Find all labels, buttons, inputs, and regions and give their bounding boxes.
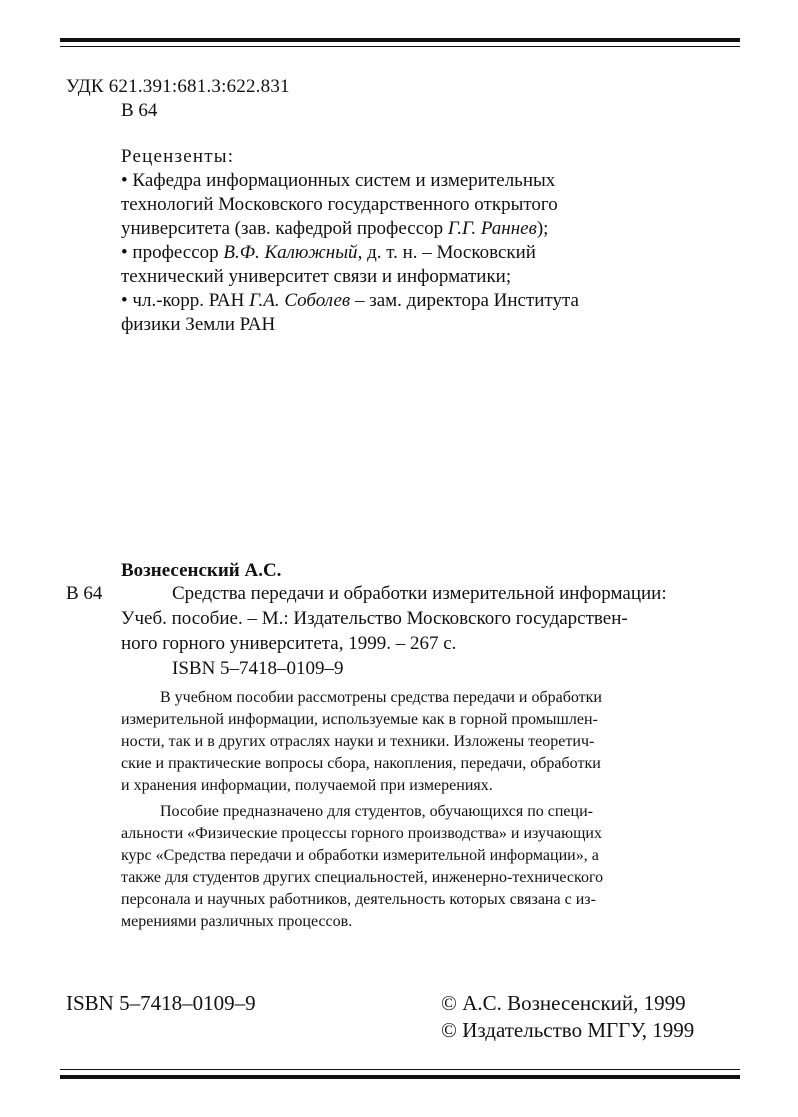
- book-title-line: ного горного университета, 1999. – 267 с.: [121, 633, 457, 654]
- abstract-line: В учебном пособии рассмотрены средства передачи и обработки: [160, 689, 602, 706]
- abstract-line: ности, так и в других отраслях науки и техники. Изложены теоретич-: [121, 733, 595, 750]
- book-title-line: Средства передачи и обработки измерительной информации:: [172, 583, 667, 604]
- book-author: Вознесенский А.С.: [121, 560, 282, 581]
- abstract-line: Пособие предназначено для студентов, обучающихся по специ-: [160, 803, 593, 820]
- reviewer-name: Г.А. Соболев: [249, 290, 351, 311]
- reviewer-name: Г.Г. Раннев: [447, 218, 537, 239]
- bibliography-code: В 64: [66, 583, 103, 604]
- reviewer-line: • профессор В.Ф. Калюжный, д. т. н. – Московский: [121, 242, 536, 263]
- reviewer-line: физики Земли РАН: [121, 314, 276, 335]
- reviewer-line: университета (зав. кафедрой профессор Г.Г. Раннев);: [121, 218, 549, 239]
- isbn-inner: ISBN 5–7418–0109–9: [172, 658, 344, 679]
- reviewer-line: • чл.-корр. РАН Г.А. Соболев – зам. директора Института: [121, 290, 579, 311]
- abstract-line: также для студентов других специальностей, инженерно-технического: [121, 869, 604, 886]
- reviewer-line: • Кафедра информационных систем и измерительных: [121, 170, 556, 191]
- copyright-publisher: © Издательство МГГУ, 1999: [441, 1018, 695, 1042]
- bottom-rule-thick: [60, 1075, 740, 1079]
- abstract-line: альности «Физические процессы горного производства» и изучающих: [121, 825, 602, 842]
- reviewer-line: технический университет связи и информатики;: [121, 266, 512, 287]
- abstract-line: и хранения информации, получаемой при измерениях.: [121, 777, 493, 794]
- reviewer-line: технологий Московского государственного открытого: [121, 194, 558, 215]
- top-rule-thick: [60, 38, 740, 42]
- abstract-line: ские и практические вопросы сбора, накопления, передачи, обработки: [121, 755, 601, 772]
- isbn-footer: ISBN 5–7418–0109–9: [66, 991, 256, 1015]
- copyright-author: © А.С. Вознесенский, 1999: [441, 991, 686, 1015]
- reviewer-name: В.Ф. Калюжный: [223, 242, 358, 263]
- abstract-line: персонала и научных работников, деятельность которых связана с из-: [121, 891, 596, 908]
- abstract-line: мерениями различных процессов.: [121, 913, 353, 930]
- bbk-code: В 64: [121, 100, 158, 121]
- top-rule-thin: [60, 46, 740, 47]
- book-title-line: Учеб. пособие. – М.: Издательство Московского государствен-: [121, 608, 628, 629]
- reviewers-title: Рецензенты:: [121, 146, 235, 167]
- abstract-line: измерительной информации, используемые как в горной промышлен-: [121, 711, 598, 728]
- bottom-rule-thin: [60, 1069, 740, 1070]
- abstract-line: курс «Средства передачи и обработки измерительной информации», а: [121, 847, 599, 864]
- udk-code: УДК 621.391:681.3:622.831: [66, 76, 290, 97]
